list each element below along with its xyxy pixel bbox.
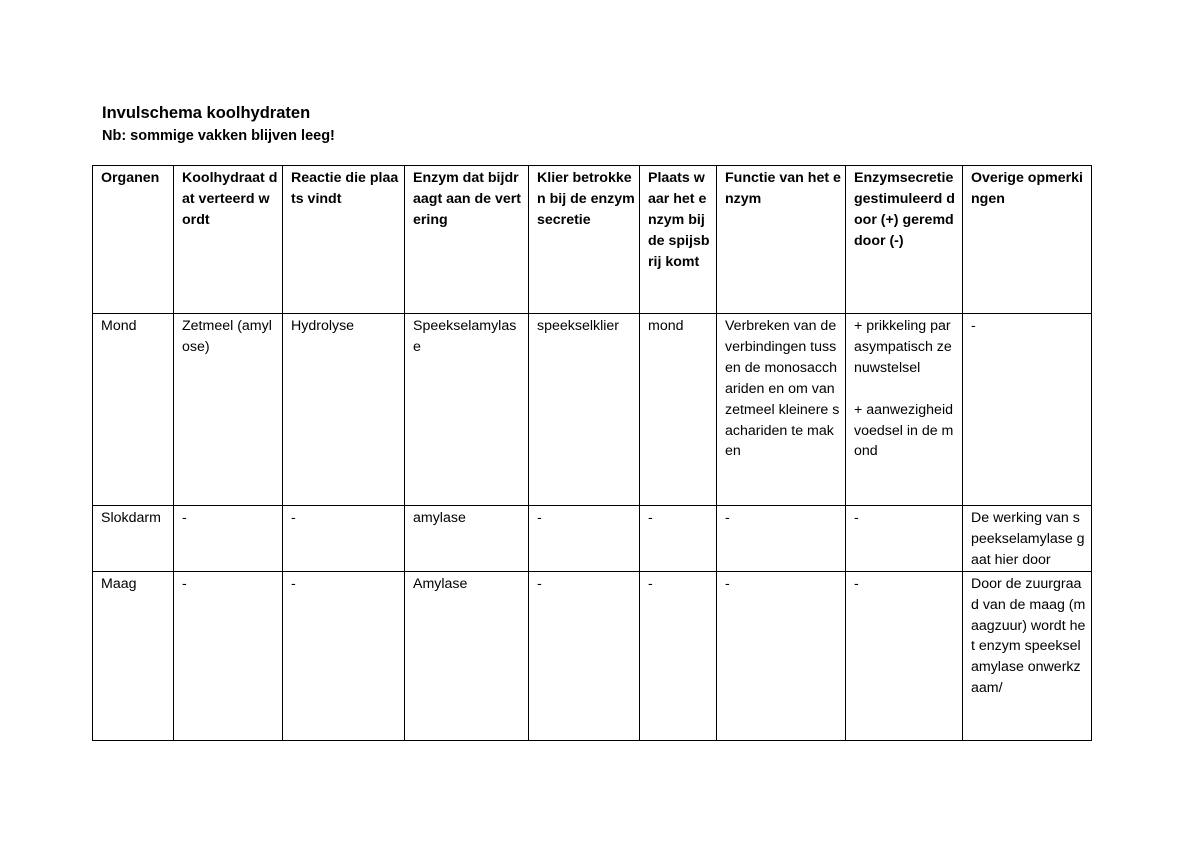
maag-opmerkingen-cell: Door de zuurgraad van de maag (maagzuur) wordt het enzym speekselamylase onwerkzaam/ <box>963 571 1092 740</box>
slokdarm-enzym-cell: amylase <box>405 506 529 572</box>
mond-opmerkingen-cell: - <box>963 314 1092 506</box>
header-enzym: Enzym dat bijdraagt aan de vertering <box>405 166 529 314</box>
mond-klier-cell: speekselklier <box>529 314 640 506</box>
maag-enzymsecretie-cell: - <box>846 571 963 740</box>
slokdarm-opmerkingen-cell: De werking van speekselamylase gaat hier door <box>963 506 1092 572</box>
mond-functie-cell: Verbreken van de verbindingen tussen de monosacchariden en om van zetmeel kleinere sachariden te maken <box>717 314 846 506</box>
mond-enzym-cell: Speekselamylase <box>405 314 529 506</box>
table-row-mond <box>93 314 1092 506</box>
carbohydrate-schema-table <box>92 165 1092 741</box>
mond-koolhydraat-cell: Zetmeel (amylose) <box>174 314 283 506</box>
slokdarm-reactie-cell: - <box>283 506 405 572</box>
maag-klier-cell: - <box>529 571 640 740</box>
slokdarm-koolhydraat-cell: - <box>174 506 283 572</box>
mond-plaats-cell: mond <box>640 314 717 506</box>
table-row-slokdarm <box>93 506 1092 572</box>
slokdarm-enzymsecretie-cell: - <box>846 506 963 572</box>
mond-secretion-stimulus-2: + aanwezigheid voedsel in de mond <box>854 401 957 460</box>
maag-enzym-cell: Amylase <box>405 571 529 740</box>
header-koolhydraat: Koolhydraat dat verteerd wordt <box>174 166 283 314</box>
header-organen: Organen <box>93 166 174 314</box>
maag-functie-cell: - <box>717 571 846 740</box>
maag-plaats-cell: - <box>640 571 717 740</box>
document-subtitle: Nb: sommige vakken blijven leeg! <box>102 128 335 144</box>
header-reactie: Reactie die plaats vindt <box>283 166 405 314</box>
slokdarm-klier-cell: - <box>529 506 640 572</box>
table-row-maag <box>93 571 1092 740</box>
organ-cell-maag: Maag <box>93 571 174 740</box>
cell-spacer <box>854 379 958 400</box>
organ-cell-slokdarm: Slokdarm <box>93 506 174 572</box>
maag-koolhydraat-cell: - <box>174 571 283 740</box>
header-klier: Klier betrokken bij de enzymsecretie <box>529 166 640 314</box>
header-opmerkingen: Overige opmerkingen <box>963 166 1092 314</box>
mond-enzymsecretie-cell <box>846 314 963 506</box>
header-enzymsecretie: Enzymsecretie gestimuleerd door (+) geremd door (-) <box>846 166 963 314</box>
maag-reactie-cell: - <box>283 571 405 740</box>
slokdarm-functie-cell: - <box>717 506 846 572</box>
slokdarm-plaats-cell: - <box>640 506 717 572</box>
table-header-row <box>93 166 1092 314</box>
organ-cell-mond: Mond <box>93 314 174 506</box>
header-functie: Functie van het enzym <box>717 166 846 314</box>
header-plaats: Plaats waar het enzym bij de spijsbrij komt <box>640 166 717 314</box>
mond-secretion-stimulus-1: + prikkeling parasympatisch zenuwstelsel <box>854 318 952 376</box>
mond-reactie-cell: Hydrolyse <box>283 314 405 506</box>
document-title: Invulschema koolhydraten <box>102 104 311 122</box>
